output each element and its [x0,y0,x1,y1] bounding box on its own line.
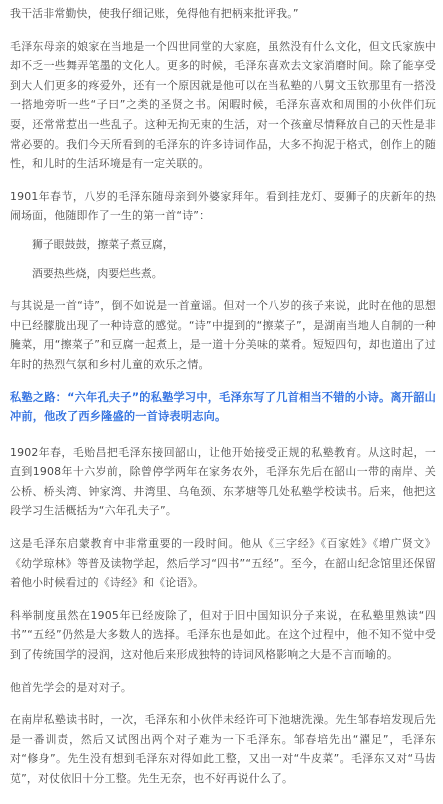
poem-line: 酒要热些烧，肉要烂些煮。 [32,266,163,280]
paragraph: 毛泽东母亲的娘家在当地是一个四世同堂的大家庭，虽然没有什么文化，但文氏家族中却不乏一些舞弄笔墨的文化人。更多的时候，毛泽东喜欢去文家消磨时间。除了能享受到大人们更多的疼爱外，还有一个原因就是他可以在当私塾的八舅文玉钦那里有一搭没一搭地旁听一些“子曰”之类的圣贤之书。闲暇时候，毛泽东喜欢和周围的小伙伴们玩耍，还常常惹出一些乱子。这种无拘无束的生活，对一个孩童尽情释放自己的天性是非常必要的。我们今天所看到的毛泽东的许多诗词作品，大多不拘泥于格式，创作上的随性，和儿时的生活环境是有一定关联的。 [10,39,436,171]
paragraph: 与其说是一首“诗”，倒不如说是一首童谣。但对一个八岁的孩子来说，此时在他的思想中已经朦胧出现了一种诗意的感觉。“诗”中提到的“擦菜子”，是湖南当地人自制的一种腌菜，用“擦菜子”和豆腐一起煮上，是一道十分美味的菜肴。短短四句，却也道出了过年时的热烈气氛和乡村儿童的欢乐之情。 [10,299,436,371]
paragraph: 这是毛泽东启蒙教育中非常重要的一段时间。他从《三字经》《百家姓》《增广贤文》《幼学琼林》等普及读物学起，然后学习“四书”“五经”。至今，在韶山纪念馆里还保留着他小时候看过的《诗经》和《论语》。 [10,537,436,590]
paragraph: 我干活非常勤快，使我仔细记账，免得他有把柄来批评我。” [10,7,299,20]
paragraph: 1902年春，毛贻昌把毛泽东接回韶山，让他开始接受正规的私塾教育。从这时起，一直到1908年十六岁前，除曾停学两年在家务农外，毛泽东先后在韶山一带的南岸、关公桥、桥头湾、钟家湾、井湾里、乌龟颈、东茅塘等几处私塾学校读书。后来，他把这段学习生活概括为“六年孔夫子”。 [10,445,436,518]
paragraph: 他首先学会的是对对子。 [10,680,132,694]
paragraph: 在南岸私塾读书时，一次，毛泽东和小伙伴未经许可下池塘洗澡。先生邹春培发现后先是一番训责，然后又试图出两个对子难为一下毛泽东。邹春培先出“濯足”，毛泽东对“修身”。先生没有想到毛泽东对得如此工整，又出一对“牛皮菜”。毛泽东又对“马齿苋”，对仗依旧十分工整。先生无奈，也不好再说什么了。 [10,713,436,785]
section-heading: 私塾之路：“六年孔夫子”的私塾学习中，毛泽东写了几首相当不错的小诗。离开韶山冲前，他改了西乡隆盛的一首诗表明志向。 [10,390,436,424]
paragraph: 科举制度虽然在1905年已经废除了，但对于旧中国知识分子来说，在私塾里熟读“四书”“五经”仍然是大多数人的选择。毛泽东也是如此。在这个过程中，他不知不觉中受到了传统国学的浸润，这对他后来形成独特的诗词风格影响之大是不言而喻的。 [10,608,436,662]
article-body [0,4,443,789]
paragraph: 1901年春节，八岁的毛泽东随母亲到外婆家拜年。看到挂龙灯、耍狮子的庆新年的热闹场面，他随即作了一生的第一首“诗”： [10,189,436,223]
poem-line: 狮子眼鼓鼓，擦菜子煮豆腐， [32,237,174,251]
